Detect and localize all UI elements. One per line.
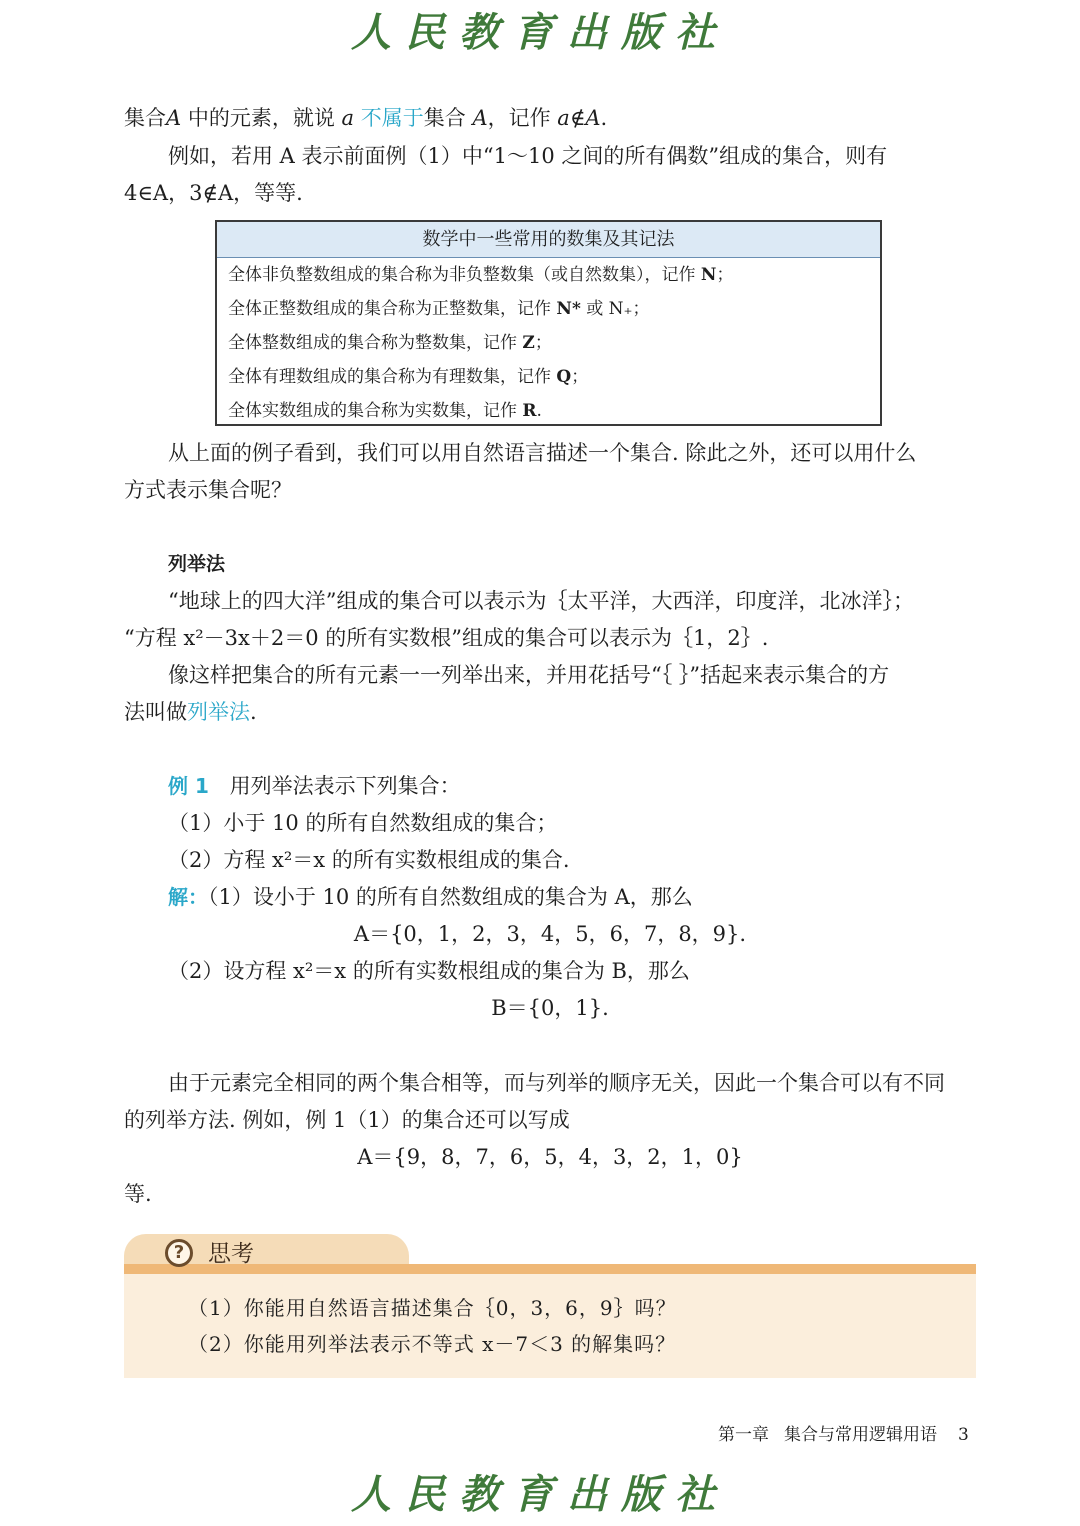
example-item-2: （2）方程 x²＝x 的所有实数根组成的集合. (168, 848, 570, 872)
example-prompt: 用列举法表示下列集合： (229, 774, 461, 798)
publisher-watermark-top: 人民教育出版社 (351, 9, 729, 56)
solution-line-1 (168, 879, 976, 916)
math-symbol: A (472, 106, 488, 130)
paragraph-order-line3: 等. (124, 1182, 152, 1206)
text-segment: . (250, 700, 257, 724)
paragraph-definition-line2 (124, 694, 976, 731)
think-question-2: （2）你能用列举法表示不等式 x－7＜3 的解集吗？ (188, 1332, 677, 1356)
keyword-roster-method: 列举法 (187, 700, 250, 724)
paragraph-example-line2: 4∈A，3∉A，等等. (124, 181, 303, 205)
paragraph-definition-line1: 像这样把集合的所有元素一一列举出来，并用花括号“｛ ｝”括起来表示集合的方 (168, 663, 890, 687)
solution-equation-2: B＝{0，1}. (491, 996, 609, 1020)
math-symbol: a (341, 106, 355, 130)
text-segment: 法叫做 (124, 700, 187, 724)
paragraph-example-line1: 例如，若用 A 表示前面例（1）中“1～10 之间的所有偶数”组成的集合，则有 (168, 144, 888, 168)
section-heading: 列举法 (168, 553, 226, 575)
solution-label: 解： (168, 885, 208, 909)
reordered-set-equation: A＝{9，8，7，6，5，4，3，2，1，0} (357, 1145, 743, 1169)
paragraph-oceans: “地球上的四大洋”组成的集合可以表示为｛太平洋，大西洋，印度洋，北冰洋｝； (168, 589, 914, 613)
paragraph-not-belong (124, 100, 976, 137)
text-segment: 集合 (423, 106, 473, 130)
paragraph-equation-roots: “方程 x²－3x＋2＝0 的所有实数根”组成的集合可以表示为｛1，2｝. (124, 626, 769, 650)
number-sets-table (215, 220, 882, 426)
publisher-watermark-bottom: 人民教育出版社 (351, 1471, 729, 1518)
paragraph-order-line1: 由于元素完全相同的两个集合相等，而与列举的顺序无关，因此一个集合可以有不同 (168, 1071, 945, 1095)
text-segment: . (600, 106, 608, 130)
think-box-title: 思考 (208, 1241, 254, 1267)
paragraph-question-line1: 从上面的例子看到，我们可以用自然语言描述一个集合. 除此之外，还可以用什么 (168, 441, 917, 465)
paragraph-question-line2: 方式表示集合呢？ (124, 478, 292, 502)
example-item-1: （1）小于 10 的所有自然数组成的集合； (168, 811, 558, 835)
example-header (168, 768, 976, 805)
math-symbol: a (557, 106, 570, 130)
solution-text: （1）设小于 10 的所有自然数组成的集合为 A，那么 (208, 885, 693, 909)
example-label: 例 1 (168, 774, 209, 798)
table-title: 数学中一些常用的数集及其记法 (217, 222, 880, 258)
footer-chapter-title: 集合与常用逻辑用语 (784, 1425, 937, 1445)
keyword-not-belong: 不属于 (354, 106, 424, 130)
math-symbol: A (585, 106, 601, 130)
table-row: 全体非负整数组成的集合称为非负整数集（或自然数集），记作 N； (228, 265, 734, 285)
text-segment: ，记作 (487, 106, 558, 130)
solution-line-2: （2）设方程 x²＝x 的所有实数根组成的集合为 B，那么 (168, 959, 690, 983)
solution-equation-1: A＝{0，1，2，3，4，5，6，7，8，9}. (353, 922, 747, 946)
text-segment: 集合 (124, 106, 166, 130)
page-number: 3 (958, 1425, 969, 1445)
table-row: 全体有理数组成的集合称为有理数集，记作 Q； (228, 367, 589, 387)
think-question-1: （1）你能用自然语言描述集合｛0，3，6，9｝吗？ (188, 1296, 677, 1320)
table-row: 全体正整数组成的集合称为正整数集，记作 N* 或 N₊； (228, 299, 650, 319)
paragraph-order-line2: 的列举方法. 例如，例 1（1）的集合还可以写成 (124, 1108, 570, 1132)
text-segment: 中的元素，就说 (181, 106, 342, 130)
math-symbol: ∉ (569, 106, 586, 130)
table-row: 全体实数组成的集合称为实数集，记作 R. (228, 401, 542, 421)
footer-chapter: 第一章 (718, 1425, 769, 1445)
math-symbol: A (166, 106, 182, 130)
question-mark-icon: ? (165, 1239, 193, 1267)
table-row: 全体整数组成的集合称为整数集，记作 Z； (228, 333, 552, 353)
